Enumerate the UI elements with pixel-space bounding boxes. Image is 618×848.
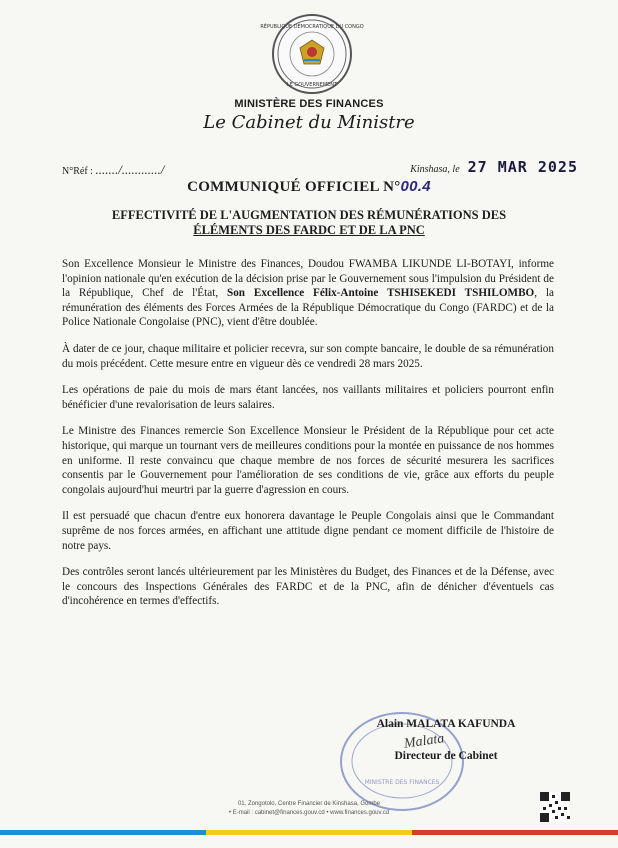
cabinet-name: Le Cabinet du Ministre xyxy=(203,112,415,133)
subject-heading xyxy=(70,208,548,238)
footer xyxy=(0,800,618,818)
ministry-name: MINISTÈRE DES FINANCES xyxy=(234,98,384,110)
footer-address: 01, Zongotolo, Centre Financier de Kinshasa, Gombe xyxy=(237,801,381,807)
reference-label: N°Réf : xyxy=(62,166,93,177)
signatory-name: Alain MALATA KAFUNDA xyxy=(376,718,516,730)
date-stamp: 27 MAR 2025 xyxy=(467,158,578,176)
paragraph-1-start: Son Excellence Monsieur le Ministre des Finances, Doudou FWAMBA LIKUNDE LI-BOTAYI, informe l'opinion nationale qu'en exécution de la décision prise par le Gouvernement sous l'impulsion du Président de la République, Chef de l'État, xyxy=(62,258,554,300)
communique-title xyxy=(0,178,618,196)
government-seal xyxy=(260,14,364,94)
dateline xyxy=(410,158,578,176)
president-name: Son Excellence Félix-Antoine TSHISEKEDI TSHILOMBO xyxy=(226,287,535,300)
subject-line-1: EFFECTIVITÉ DE L'AUGMENTATION DES RÉMUNÉRATIONS DES xyxy=(111,208,507,222)
seal-emblem-icon xyxy=(260,16,364,92)
seal-bottom-text: LE GOUVERNEMENT xyxy=(286,82,338,88)
seal-top-text: RÉPUBLIQUE DÉMOCRATIQUE DU CONGO xyxy=(260,24,364,30)
flag-yellow-segment xyxy=(206,830,412,835)
communique-body xyxy=(62,257,554,621)
paragraph-4: Le Ministre des Finances remercie Son Excellence Monsieur le Président de la République pour cet acte historique, qui marque un tournant vers de meilleures conditions pour la montée en puissance de nos hommes en uniforme. Il reste convaincu que chaque membre de nos forces de sécurité mesurera les sacrifices consentis par le Gouvernement pour l'amélioration de ses conditions de vie, grâce aux efforts du peuple congolais aujourd'hui meurtri par la guerre d'agression en cours. xyxy=(62,425,554,496)
flag-color-bar xyxy=(0,830,618,835)
paragraph-6: Des contrôles seront lancés ultérieurement par les Ministères du Budget, des Finances et de la Défense, avec le concours des Inspections Générales des FARDC et de la PNC, afin de dénicher d'éventuels cas d'incohérence en termes d'effectifs. xyxy=(62,566,554,608)
communique-number: 00.4 xyxy=(400,178,431,195)
signature-block xyxy=(346,718,546,762)
communique-title-text: COMMUNIQUÉ OFFICIEL N° xyxy=(187,179,401,195)
subject-line-2: ÉLÉMENTS DES FARDC ET DE LA PNC xyxy=(193,223,425,237)
stamp-text: MINISTRE DES FINANCES xyxy=(364,779,440,786)
qr-code-icon xyxy=(540,792,570,822)
paragraph-1 xyxy=(62,257,554,330)
paragraph-2: À dater de ce jour, chaque militaire et policier recevra, sur son compte bancaire, le double de sa rémunération du mois précédent. Cette mesure entre en vigueur dès ce vendredi 28 mars 2025. xyxy=(62,342,554,370)
flag-blue-segment xyxy=(0,830,206,835)
date-place: Kinshasa, le xyxy=(410,164,460,175)
handwritten-signature: Malata xyxy=(403,731,446,752)
paragraph-3: Les opérations de paie du mois de mars étant lancées, nos vaillants militaires et policiers pourront enfin bénéficier d'une revalorisation de leurs salaires. xyxy=(62,384,554,411)
reference-number xyxy=(62,162,164,178)
footer-contact: • E-mail : cabinet@finances.gouv.cd • www.finances.gouv.cd xyxy=(228,810,390,816)
paragraph-5: Il est persuadé que chacun d'entre eux honorera davantage le Peuple Congolais ainsi que le Commandant suprême de nos forces armées, en affichant une attitude digne pendant ce moment difficile de l'histoire de notre pays. xyxy=(62,510,554,552)
paragraph-1-end: , la rémunération des éléments des Forces Armées de la République Démocratique du Congo (FARDC) et de la Police Nationale Congolaise (PNC), vient d'être doublée. xyxy=(62,287,554,329)
signatory-title: Directeur de Cabinet xyxy=(394,750,498,762)
flag-red-segment xyxy=(412,830,618,835)
reference-value: ......./............/ xyxy=(95,162,165,177)
